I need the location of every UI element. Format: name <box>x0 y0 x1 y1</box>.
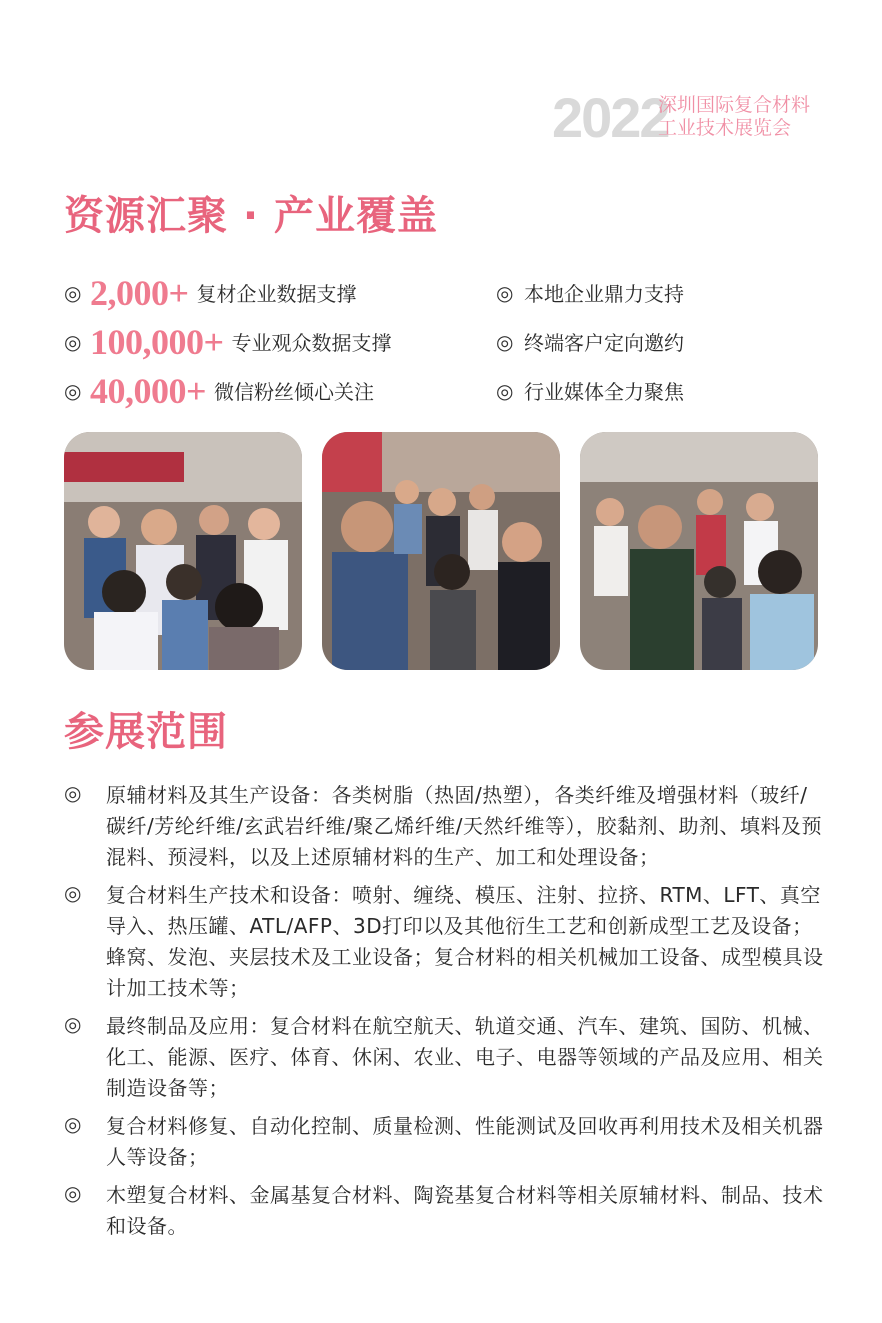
list-item-text: 木塑复合材料、金属基复合材料、陶瓷基复合材料等相关原辅材料、制品、技术和设备。 <box>106 1183 824 1238</box>
list-item <box>64 780 824 873</box>
photo-strip <box>64 432 818 670</box>
bullet-icon: ◎ <box>64 1112 82 1136</box>
exhibition-crowd-photo <box>64 432 302 670</box>
stat-label: 专业观众数据支撑 <box>231 331 392 355</box>
bullet-icon: ◎ <box>64 378 82 403</box>
bullet-icon: ◎ <box>64 280 82 305</box>
bullet-icon: ◎ <box>64 1012 82 1036</box>
exhibit-scope-list <box>64 780 824 1249</box>
stat-number: 100,000+ <box>90 321 224 362</box>
bullet-icon: ◎ <box>64 881 82 905</box>
bullet-icon: ◎ <box>496 378 514 403</box>
exhibition-crowd-photo <box>580 432 818 670</box>
bullet-icon: ◎ <box>64 329 82 354</box>
stat-number: 40,000+ <box>90 370 207 411</box>
stat-row <box>64 366 824 415</box>
bullet-icon: ◎ <box>64 1181 82 1205</box>
stat-number: 2,000+ <box>90 272 189 313</box>
stat-label: 复材企业数据支撑 <box>196 282 357 306</box>
list-item <box>64 1111 824 1173</box>
logo-year: 2022 <box>552 86 669 149</box>
stat-label: 终端客户定向邀约 <box>524 331 684 355</box>
exhibition-crowd-photo <box>322 432 560 670</box>
list-item-text: 原辅材料及其生产设备：各类树脂（热固/热塑），各类纤维及增强材料（玻纤/碳纤/芳纶纤维/玄武岩纤维/聚乙烯纤维/天然纤维等），胶黏剂、助剂、填料及预混料、预浸料，以及上述原辅材料的生产、加工和处理设备； <box>106 783 822 869</box>
stat-label: 行业媒体全力聚焦 <box>524 380 684 404</box>
bullet-icon: ◎ <box>496 280 514 305</box>
section-title-scope: 参展范围 <box>64 709 228 755</box>
list-item-text: 复合材料修复、自动化控制、质量检测、性能测试及回收再利用技术及相关机器人等设备； <box>106 1114 824 1169</box>
stat-label: 微信粉丝倾心关注 <box>214 380 375 404</box>
list-item-text: 复合材料生产技术和设备：喷射、缠绕、模压、注射、拉挤、RTM、LFT、真空导入、热压罐、ATL/AFP、3D打印以及其他衍生工艺和创新成型工艺及设备；蜂窝、发泡、夹层技术及工业设备；复合材料的相关机械加工设备、成型模具设计加工技术等； <box>106 883 824 1000</box>
list-item <box>64 1180 824 1242</box>
expo-logo <box>552 88 852 148</box>
section-title-resources: 资源汇聚 · 产业覆盖 <box>64 193 439 239</box>
bullet-icon: ◎ <box>496 329 514 354</box>
logo-title-line2: 工业技术展览会 <box>658 117 792 139</box>
stat-label: 本地企业鼎力支持 <box>524 282 684 306</box>
list-item-text: 最终制品及应用：复合材料在航空航天、轨道交通、汽车、建筑、国防、机械、化工、能源、医疗、体育、休闲、农业、电子、电器等领域的产品及应用、相关制造设备等； <box>106 1014 824 1100</box>
bullet-icon: ◎ <box>64 781 82 805</box>
stats-grid <box>64 268 824 415</box>
stat-row <box>64 317 824 366</box>
list-item <box>64 880 824 1004</box>
list-item <box>64 1011 824 1104</box>
logo-title-line1: 深圳国际复合材料 <box>658 94 811 116</box>
stat-row <box>64 268 824 317</box>
